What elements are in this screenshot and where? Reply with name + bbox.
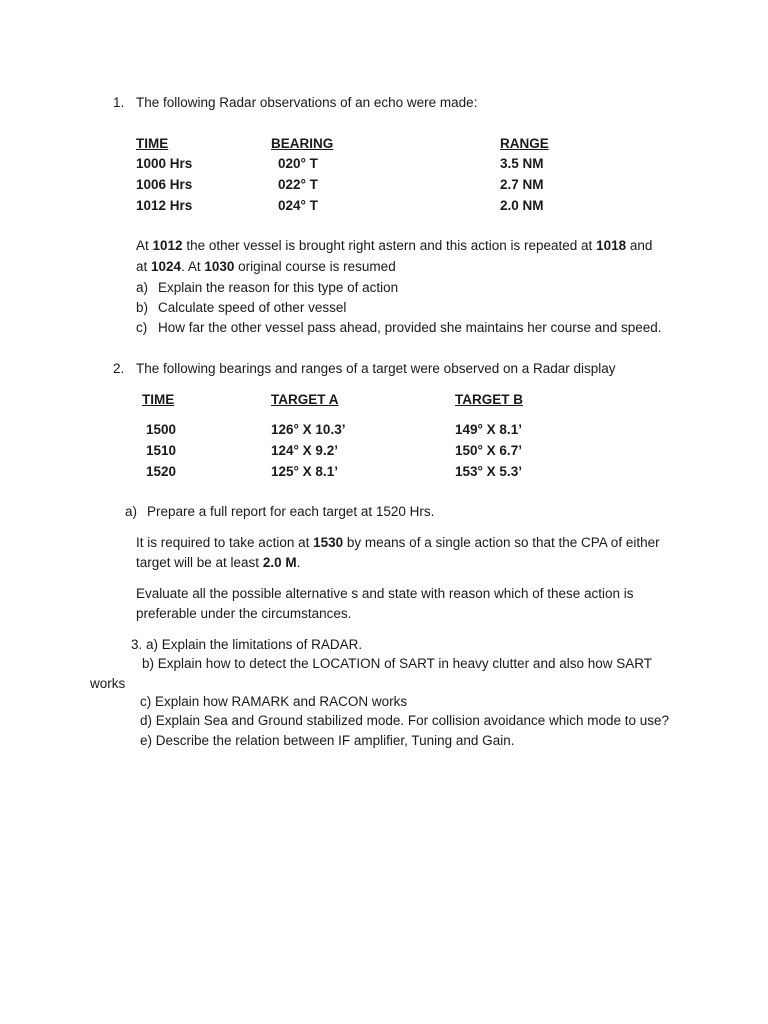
q2-header-target-b: TARGET B <box>455 392 523 407</box>
q2-req-text: It is required to take action at <box>136 535 314 550</box>
q1-sub-c-letter: c) <box>136 320 148 335</box>
q2-evaluate-line2: preferable under the circumstances. <box>136 606 352 621</box>
q2-req-text: by means of a single action so that the CPA of either <box>343 535 660 550</box>
q1-row1-range: 3.5 NM <box>500 156 544 171</box>
q1-para-line2 <box>136 259 396 275</box>
q1-header-bearing: BEARING <box>271 136 334 151</box>
q1-time-1030: 1030 <box>204 259 235 274</box>
q1-para-text: and <box>626 238 653 253</box>
q2-time-1530: 1530 <box>313 535 344 550</box>
q1-row1-bearing: 020° T <box>278 156 318 171</box>
q1-row3-range: 2.0 NM <box>500 198 544 213</box>
q2-row3-time: 1520 <box>146 464 177 479</box>
q1-row1-time: 1000 Hrs <box>136 156 193 171</box>
q2-header-target-a: TARGET A <box>271 392 339 407</box>
q2-requirement-line1 <box>136 535 660 551</box>
q1-time-1018: 1018 <box>596 238 627 253</box>
q3-e: e) Describe the relation between IF amplifier, Tuning and Gain. <box>140 733 515 748</box>
q1-intro: The following Radar observations of an echo were made: <box>136 95 478 110</box>
q2-row1-target-a: 126° X 10.3’ <box>271 422 346 437</box>
q1-number: 1. <box>113 95 125 110</box>
q1-row2-time: 1006 Hrs <box>136 177 193 192</box>
q1-para-text: At <box>136 238 153 253</box>
q1-sub-b-letter: b) <box>136 300 149 315</box>
q2-requirement-line2 <box>136 555 300 571</box>
q1-sub-c-text: How far the other vessel pass ahead, provided she maintains her course and speed. <box>158 320 662 335</box>
q2-sub-a-text: Prepare a full report for each target at 1520 Hrs. <box>147 504 435 519</box>
q1-para-line1 <box>136 238 652 254</box>
q1-time-1012: 1012 <box>152 238 183 253</box>
q2-intro: The following bearings and ranges of a target were observed on a Radar display <box>136 361 616 376</box>
q1-para-text: at <box>136 259 152 274</box>
q1-sub-b-text: Calculate speed of other vessel <box>158 300 347 315</box>
q2-row3-target-a: 125° X 8.1’ <box>271 464 338 479</box>
q2-req-text: target will be at least <box>136 555 263 570</box>
q1-time-1024: 1024 <box>151 259 182 274</box>
q3-b: b) Explain how to detect the LOCATION of SART in heavy clutter and also how SART <box>142 656 653 671</box>
q1-sub-a-letter: a) <box>136 280 149 295</box>
q3-d: d) Explain Sea and Ground stabilized mode. For collision avoidance which mode to use? <box>140 713 670 728</box>
q2-number: 2. <box>113 361 125 376</box>
q1-row2-range: 2.7 NM <box>500 177 544 192</box>
q2-row2-target-a: 124° X 9.2’ <box>271 443 338 458</box>
q2-sub-a-letter: a) <box>125 504 138 519</box>
q1-para-text: original course is resumed <box>234 259 396 274</box>
q2-req-text: . <box>296 555 301 570</box>
q1-sub-a-text: Explain the reason for this type of action <box>158 280 399 295</box>
q2-row1-time: 1500 <box>146 422 177 437</box>
q3-b-continued: works <box>90 676 126 691</box>
q1-para-text: . At <box>181 259 205 274</box>
q2-row1-target-b: 149° X 8.1’ <box>455 422 522 437</box>
q1-row3-time: 1012 Hrs <box>136 198 193 213</box>
q1-row3-bearing: 024° T <box>278 198 318 213</box>
q2-evaluate-line1: Evaluate all the possible alternative s and state with reason which of these action is <box>136 586 634 601</box>
q2-cpa-value: 2.0 M <box>262 555 297 570</box>
q1-row2-bearing: 022° T <box>278 177 318 192</box>
q2-row2-time: 1510 <box>146 443 177 458</box>
q1-header-range: RANGE <box>500 136 549 151</box>
q1-header-time: TIME <box>136 136 169 151</box>
q2-header-time: TIME <box>142 392 175 407</box>
q3-a: 3. a) Explain the limitations of RADAR. <box>131 637 363 652</box>
q1-para-text: the other vessel is brought right astern and this action is repeated at <box>182 238 597 253</box>
q2-row3-target-b: 153° X 5.3’ <box>455 464 522 479</box>
q3-c: c) Explain how RAMARK and RACON works <box>140 694 408 709</box>
q2-row2-target-b: 150° X 6.7’ <box>455 443 522 458</box>
